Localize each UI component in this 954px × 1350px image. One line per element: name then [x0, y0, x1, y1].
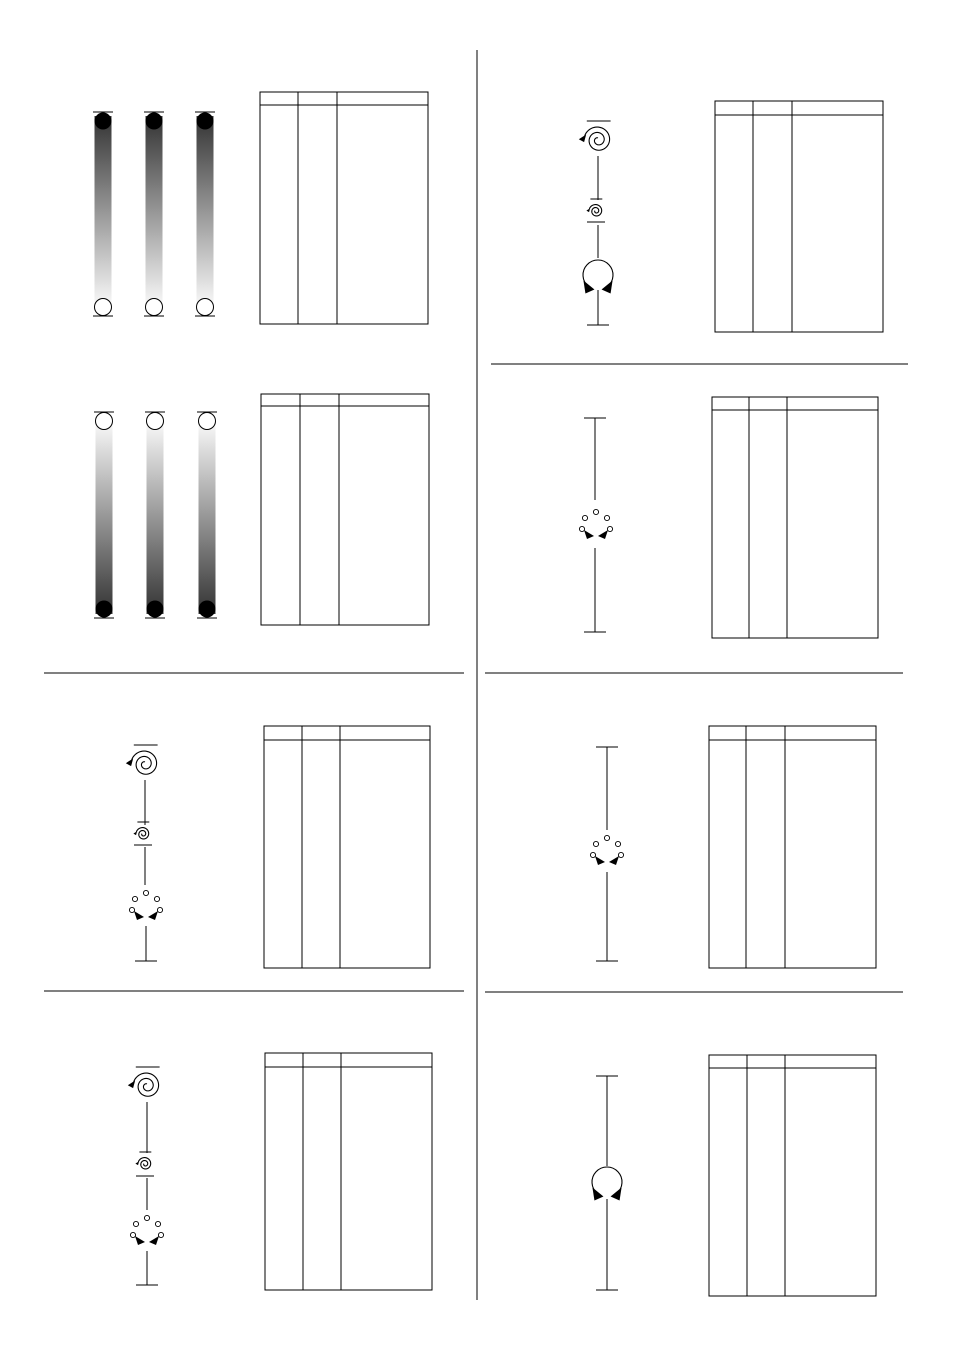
arc-arrowhead-right	[149, 1236, 159, 1245]
spiral-curve	[585, 127, 610, 150]
dotted-arc-symbol	[590, 835, 623, 865]
table-border	[260, 92, 428, 324]
data-table	[265, 1053, 432, 1290]
tables	[260, 92, 883, 1296]
arc-curve	[583, 260, 613, 287]
panel-3-figure	[126, 745, 163, 961]
arc-arrowhead-right	[609, 856, 619, 865]
open-end-dot	[146, 299, 163, 316]
filled-end-dot	[95, 113, 112, 130]
spiral-symbol	[126, 745, 158, 774]
spiral-arrowhead	[579, 134, 586, 142]
panel-2-figure	[94, 412, 217, 618]
spiral-symbol	[135, 1152, 151, 1169]
filled-end-dot	[146, 113, 163, 130]
gradient-bar-fill	[95, 116, 112, 312]
arc-dot	[590, 852, 595, 857]
gradient-bar	[195, 112, 215, 316]
arc-dot	[604, 835, 609, 840]
arc-dot	[593, 509, 598, 514]
data-table	[261, 394, 429, 625]
solid-arc-symbol	[583, 260, 613, 294]
open-end-dot	[147, 413, 164, 430]
arc-dot	[143, 890, 148, 895]
arc-arrowhead-left	[135, 1236, 145, 1245]
arc-dot	[615, 841, 620, 846]
arc-arrowhead-left	[583, 281, 594, 294]
filled-end-dot	[147, 601, 164, 618]
arc-dot	[144, 1215, 149, 1220]
panel-7-figure	[590, 747, 623, 961]
panel-6-figure	[579, 418, 612, 632]
arc-curve	[592, 1167, 622, 1194]
spiral-arrowhead	[586, 208, 590, 212]
arc-arrowhead-right	[148, 911, 158, 920]
spiral-curve	[132, 751, 157, 774]
arc-dot	[157, 907, 162, 912]
figures	[93, 112, 624, 1290]
spiral-symbol	[128, 1067, 160, 1096]
arc-dot	[579, 526, 584, 531]
table-border	[709, 726, 876, 968]
arc-dot	[130, 1232, 135, 1237]
arc-dot	[618, 852, 623, 857]
open-end-dot	[95, 299, 112, 316]
arc-dot	[593, 841, 598, 846]
data-table	[709, 726, 876, 968]
dotted-arc-symbol	[129, 890, 162, 920]
arc-dot	[607, 526, 612, 531]
data-table	[709, 1055, 876, 1296]
gradient-bar-fill	[96, 416, 113, 614]
data-table	[712, 397, 878, 638]
arc-arrowhead-right	[598, 530, 608, 539]
gradient-bar	[144, 112, 164, 316]
spiral-symbol	[586, 199, 602, 216]
spiral-curve	[136, 828, 148, 839]
arc-arrowhead-left	[584, 530, 594, 539]
table-border	[712, 397, 878, 638]
spiral-curve	[134, 1073, 159, 1096]
panel-1-figure	[93, 112, 215, 316]
arc-dot	[129, 907, 134, 912]
filled-end-dot	[199, 601, 216, 618]
arc-dot	[154, 896, 159, 901]
arc-dot	[132, 896, 137, 901]
filled-end-dot	[96, 601, 113, 618]
gradient-bar	[197, 412, 217, 618]
gradient-bar-fill	[147, 416, 164, 614]
gradient-bar-fill	[199, 416, 216, 614]
spiral-arrowhead	[133, 831, 137, 835]
gradient-bar	[93, 112, 113, 316]
gradient-bar-fill	[146, 116, 163, 312]
spiral-arrowhead	[126, 758, 133, 766]
table-border	[261, 394, 429, 625]
arc-arrowhead-right	[611, 1188, 622, 1201]
gradient-bar	[94, 412, 114, 618]
arc-dot	[155, 1221, 160, 1226]
arc-dot	[582, 515, 587, 520]
spiral-arrowhead	[135, 1161, 139, 1165]
panel-5-figure	[579, 121, 613, 325]
solid-arc-symbol	[592, 1167, 622, 1201]
gradient-bar-fill	[197, 116, 214, 312]
data-table	[715, 101, 883, 332]
panel-8-figure	[592, 1076, 622, 1290]
data-table	[260, 92, 428, 324]
open-end-dot	[199, 413, 216, 430]
spiral-symbol	[579, 121, 611, 150]
table-border	[264, 726, 430, 968]
data-table	[264, 726, 430, 968]
arc-dot	[158, 1232, 163, 1237]
open-end-dot	[96, 413, 113, 430]
arc-dot	[133, 1221, 138, 1226]
spiral-arrowhead	[128, 1080, 135, 1088]
dotted-arc-symbol	[130, 1215, 163, 1245]
table-border	[265, 1053, 432, 1290]
arc-arrowhead-left	[595, 856, 605, 865]
panel-separators	[44, 50, 908, 1300]
arc-arrowhead-left	[134, 911, 144, 920]
spiral-curve	[138, 1158, 150, 1169]
table-border	[715, 101, 883, 332]
filled-end-dot	[197, 113, 214, 130]
arc-arrowhead-right	[602, 281, 613, 294]
arc-arrowhead-left	[592, 1188, 603, 1201]
spiral-symbol	[133, 822, 149, 839]
table-border	[709, 1055, 876, 1296]
open-end-dot	[197, 299, 214, 316]
gradient-bar	[145, 412, 165, 618]
spiral-curve	[589, 205, 601, 216]
arc-dot	[604, 515, 609, 520]
dotted-arc-symbol	[579, 509, 612, 539]
panel-4-figure	[128, 1067, 164, 1285]
